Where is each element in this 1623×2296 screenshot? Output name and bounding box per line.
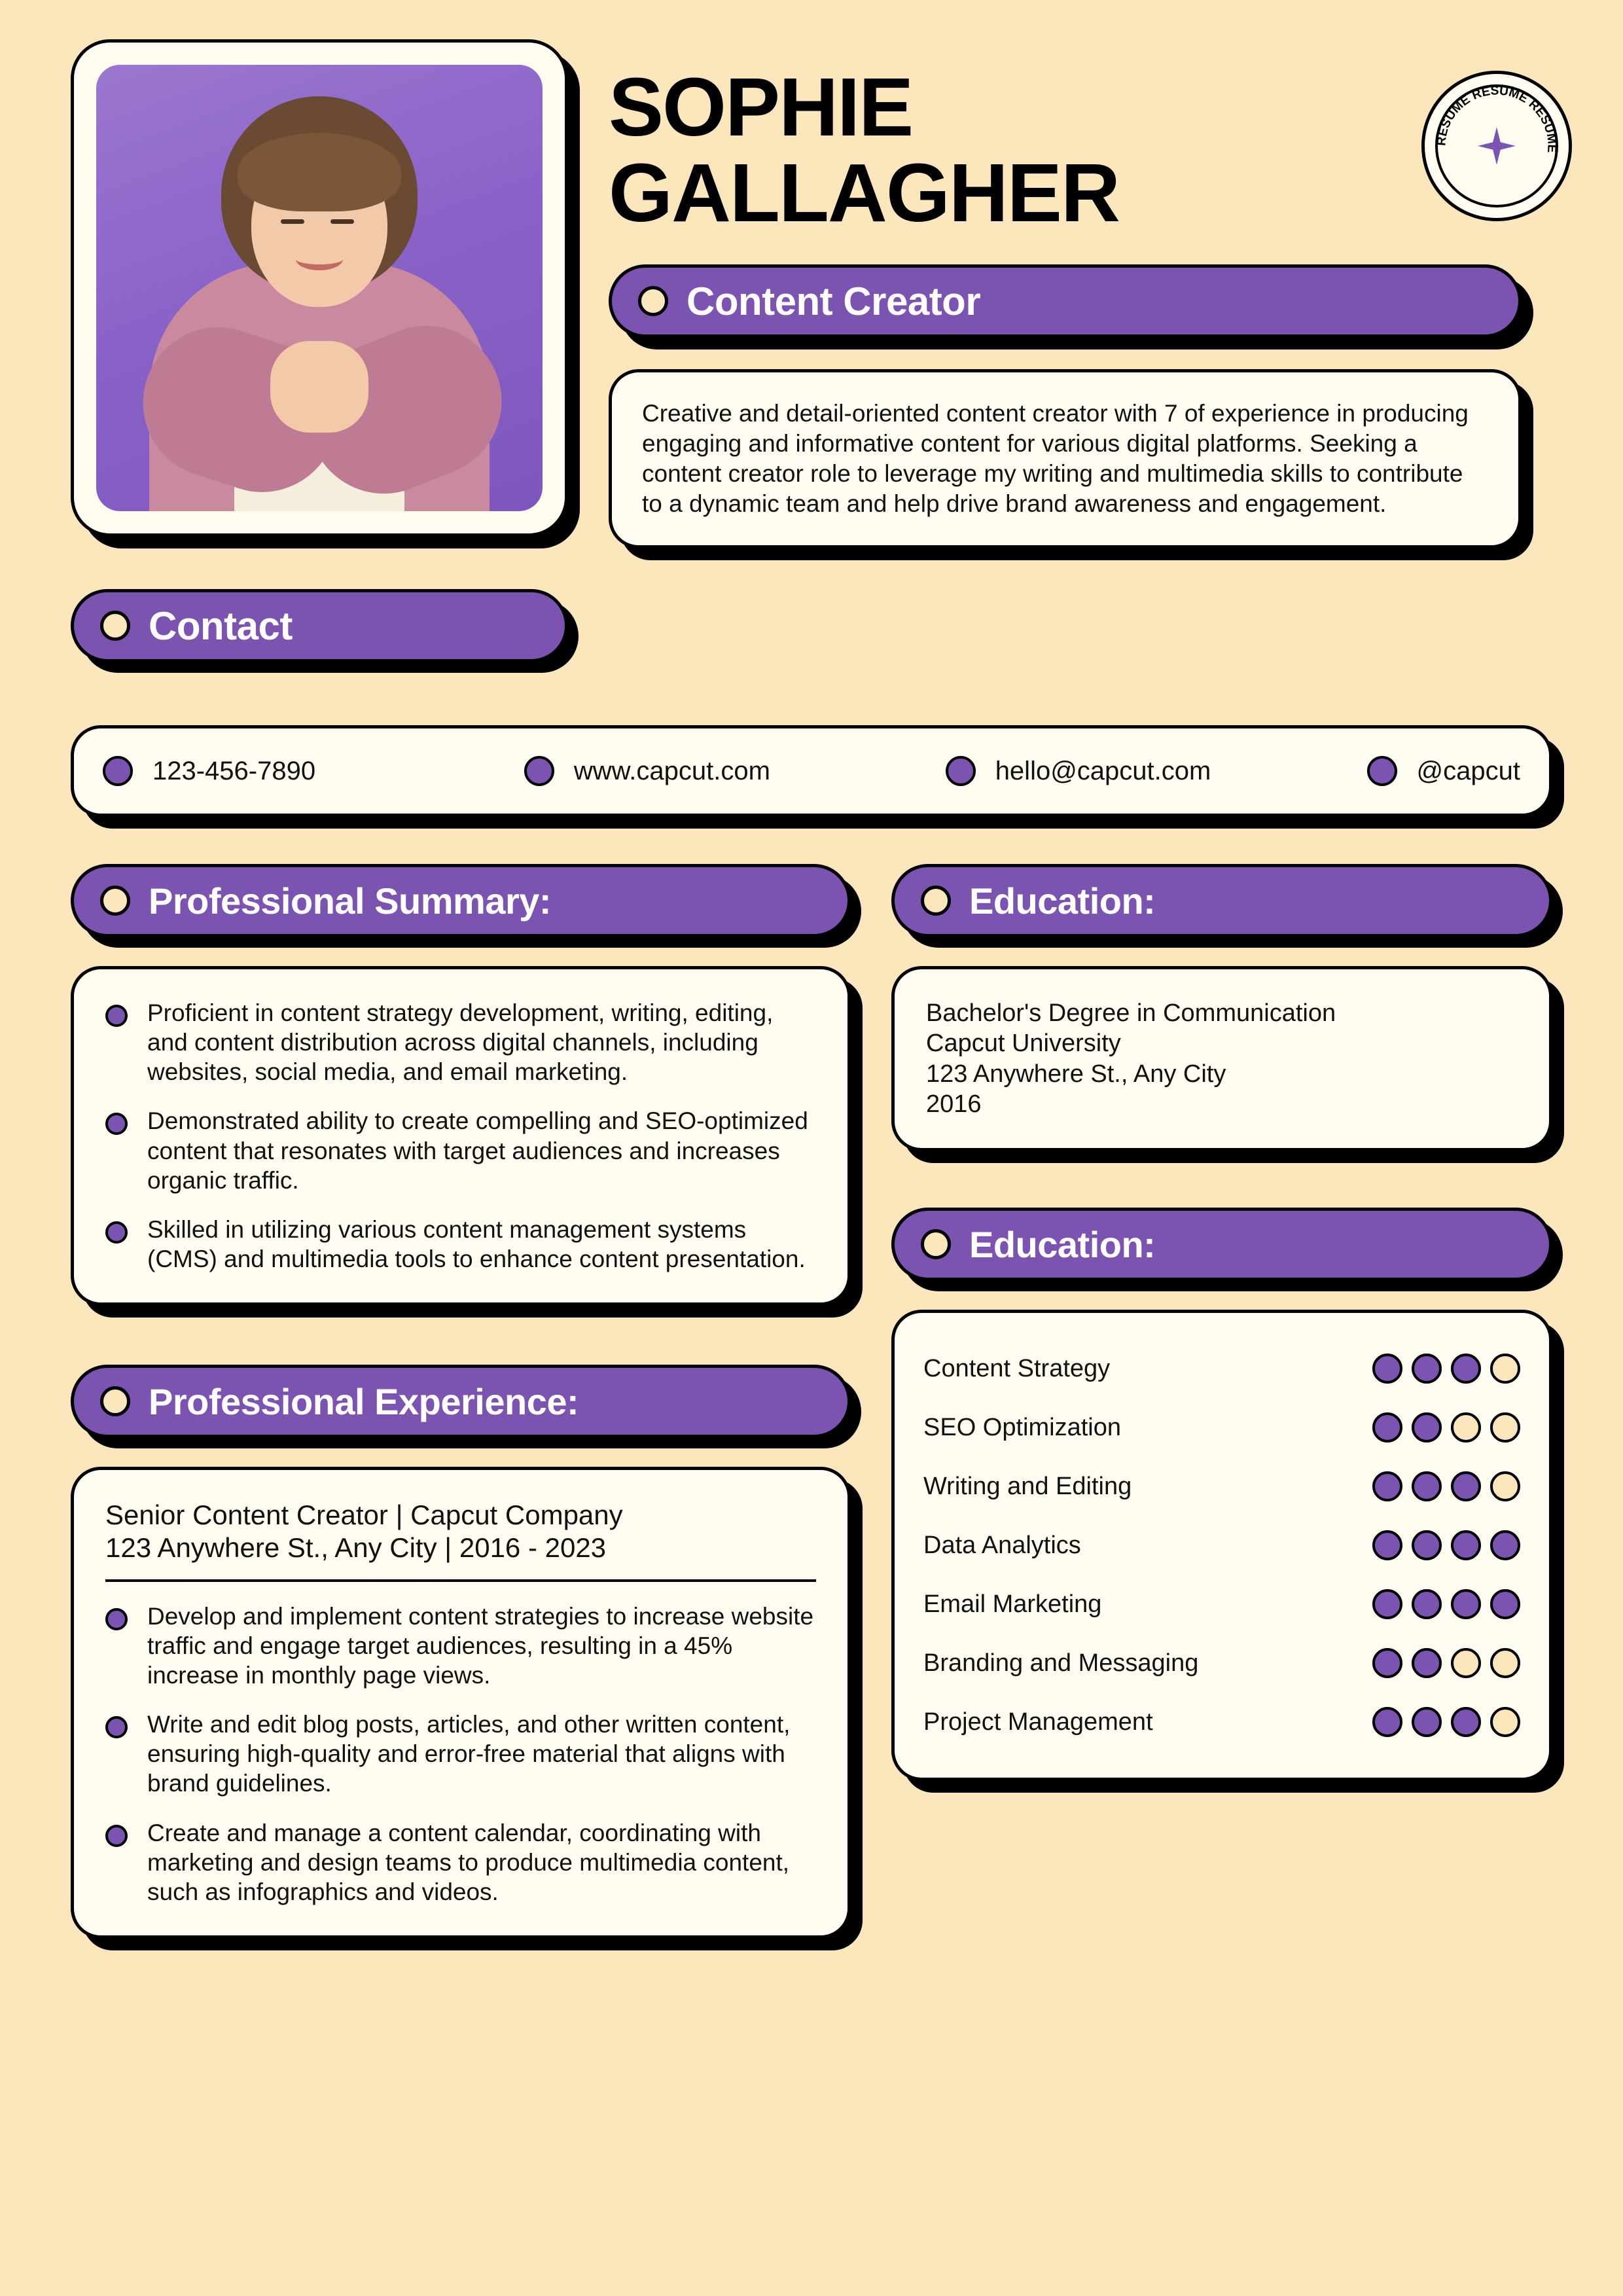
contact-item-email[interactable]: [946, 756, 1367, 786]
role-label: Content Creator: [687, 279, 981, 323]
list-item: Skilled in utilizing various content management systems (CMS) and multimedia tools to enhance content presentation.: [105, 1215, 816, 1274]
skill-rating: [1372, 1354, 1520, 1384]
list-item: SEO Optimization: [923, 1398, 1520, 1457]
list-item: Develop and implement content strategies to increase website traffic and engage target audiences, resulting in a 45% increase in monthly page views.: [105, 1602, 816, 1690]
bullet-dot-icon: [105, 1716, 128, 1738]
professional-summary-list: [105, 998, 816, 1274]
skill-rating: [1372, 1530, 1520, 1560]
header: [71, 39, 1572, 569]
contact-item-phone[interactable]: [103, 756, 524, 786]
list-item: Writing and Editing: [923, 1457, 1520, 1516]
professional-experience-card: [71, 1467, 851, 1939]
contact-social-value: @capcut: [1416, 756, 1520, 785]
skills-card: [891, 1310, 1552, 1781]
contact-phone-value: 123-456-7890: [152, 756, 316, 785]
skills-heading: Education:: [969, 1223, 1156, 1265]
skill-rating: [1372, 1707, 1520, 1737]
bullet-dot-icon: [105, 1825, 128, 1847]
social-icon: [1367, 756, 1397, 786]
professional-summary-card: [71, 966, 851, 1306]
list-item: Branding and Messaging: [923, 1634, 1520, 1693]
bullet-dot-icon: [100, 611, 130, 641]
list-item: Data Analytics: [923, 1516, 1520, 1575]
bullet-dot-icon: [921, 1229, 951, 1259]
main-columns: [71, 864, 1552, 1939]
section-heading-professional-summary: [71, 864, 851, 937]
profile-summary-text: Creative and detail-oriented content creator with 7 of experience in producing engaging and informative content for various digital platforms. Seeking a content creator role to leverage my writing and multimedia skills to contribute to a dynamic team and help drive brand awareness and engagement.: [642, 400, 1469, 517]
section-heading-professional-experience: [71, 1365, 851, 1438]
mail-icon: [946, 756, 976, 786]
professional-experience-heading: Professional Experience:: [149, 1380, 579, 1422]
stamp-text: RESUME RESUME RESUME: [1435, 84, 1559, 153]
globe-icon: [524, 756, 554, 786]
profile-summary-card: [609, 369, 1522, 548]
list-item: Demonstrated ability to create compelling and SEO-optimized content that resonates with target audiences and increases organic traffic.: [105, 1106, 816, 1194]
contact-strip: [71, 725, 1552, 817]
skill-rating: [1372, 1648, 1520, 1678]
page-title: [609, 39, 1342, 240]
first-name: SOPHIE: [609, 61, 913, 153]
list-item: Proficient in content strategy development, writing, editing, and content distribution across digital channels, including websites, social media, and email marketing.: [105, 998, 816, 1086]
header-right: [568, 39, 1572, 548]
bullet-dot-icon: [105, 1005, 128, 1027]
phone-icon: [103, 756, 133, 786]
education-heading: Education:: [969, 880, 1156, 922]
bullet-dot-icon: [921, 886, 951, 916]
experience-job-meta: 123 Anywhere St., Any City | 2016 - 2023: [105, 1532, 607, 1564]
bullet-dot-icon: [638, 286, 668, 316]
profile-photo-frame: [71, 39, 568, 537]
section-heading-skills: [891, 1208, 1552, 1281]
list-item: Create and manage a content calendar, coordinating with marketing and design teams to produce multimedia content, such as infographics and videos.: [105, 1818, 816, 1907]
contact-item-website[interactable]: [524, 756, 946, 786]
section-heading-education: [891, 864, 1552, 937]
role-bar: [609, 264, 1522, 338]
skill-rating: [1372, 1471, 1520, 1501]
professional-summary-heading: Professional Summary:: [149, 880, 552, 922]
bullet-dot-icon: [105, 1221, 128, 1244]
right-column: [891, 864, 1552, 1939]
bullet-dot-icon: [105, 1113, 128, 1135]
profile-photo: [96, 65, 543, 511]
list-item: Write and edit blog posts, articles, and other written content, ensuring high-quality and error-free material that aligns with brand guidelines.: [105, 1710, 816, 1798]
bullet-dot-icon: [105, 1608, 128, 1630]
contact-heading-label: Contact: [149, 603, 293, 648]
education-card: [891, 966, 1552, 1151]
skill-rating: [1372, 1589, 1520, 1619]
education-school: Capcut University: [926, 1030, 1121, 1058]
list-item: Project Management: [923, 1693, 1520, 1751]
list-item: Content Strategy: [923, 1339, 1520, 1398]
contact-heading-bar: [71, 589, 568, 662]
education-address: 123 Anywhere St., Any City: [926, 1060, 1226, 1088]
divider: [105, 1579, 816, 1582]
contact-item-social[interactable]: [1367, 756, 1520, 786]
last-name: GALLAGHER: [609, 147, 1119, 240]
resume-stamp-badge: [1421, 71, 1572, 221]
left-column: [71, 864, 851, 1939]
skill-rating: [1372, 1412, 1520, 1443]
professional-experience-list: [105, 1602, 816, 1907]
list-item: Email Marketing: [923, 1575, 1520, 1634]
experience-job-title: Senior Content Creator | Capcut Company: [105, 1499, 623, 1530]
bullet-dot-icon: [100, 886, 130, 916]
contact-website-value: www.capcut.com: [573, 756, 770, 785]
education-degree: Bachelor's Degree in Communication: [926, 999, 1336, 1027]
bullet-dot-icon: [100, 1386, 130, 1416]
education-year: 2016: [926, 1090, 982, 1119]
contact-email-value: hello@capcut.com: [995, 756, 1211, 785]
